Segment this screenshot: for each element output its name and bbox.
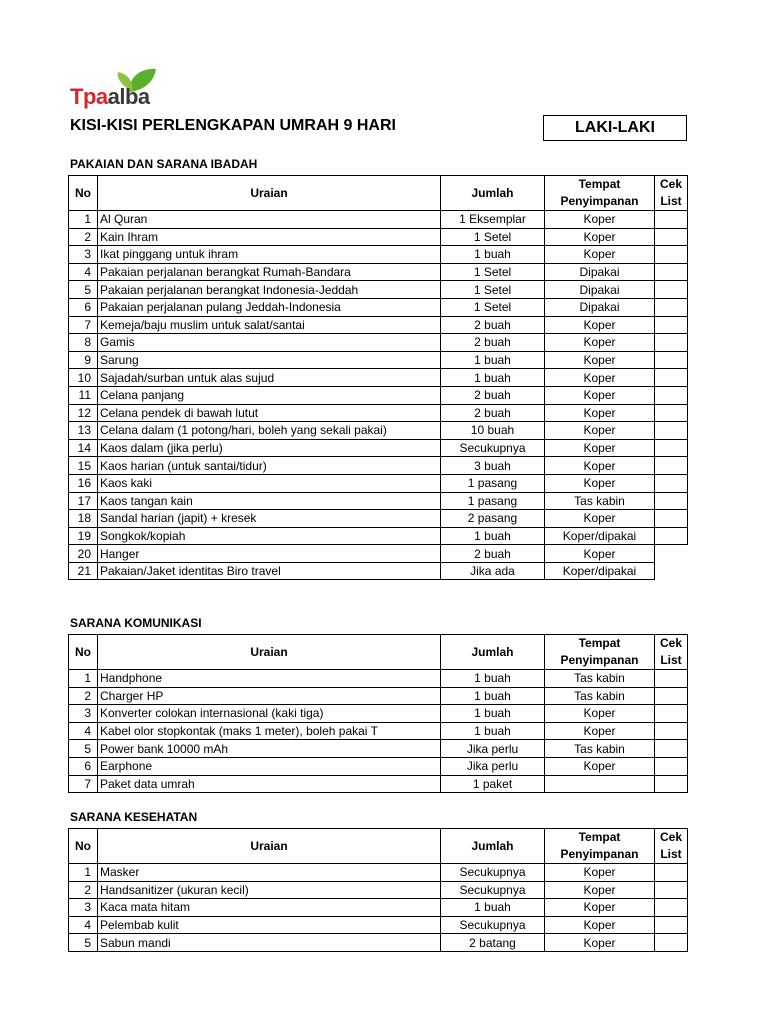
row-number: 1 [69, 211, 98, 229]
row-number: 4 [69, 263, 98, 281]
table-row [69, 298, 688, 316]
table-row [69, 246, 688, 264]
row-number: 4 [69, 722, 98, 740]
row-quantity: 1 Setel [441, 263, 545, 281]
row-quantity: 1 buah [441, 246, 545, 264]
row-quantity: 1 buah [441, 899, 545, 917]
row-quantity: 10 buah [441, 422, 545, 440]
row-storage: Koper [545, 439, 655, 457]
table-row [69, 263, 688, 281]
row-checkbox[interactable] [655, 422, 688, 440]
table-row [69, 934, 688, 952]
table-row [69, 864, 688, 882]
row-item: Celana dalam (1 potong/hari, boleh yang sekali pakai) [98, 422, 441, 440]
row-storage: Tas kabin [545, 687, 655, 705]
row-quantity: 1 buah [441, 722, 545, 740]
table-row [69, 457, 688, 475]
row-item: Kain Ihram [98, 228, 441, 246]
row-number: 11 [69, 386, 98, 404]
row-number: 10 [69, 369, 98, 387]
row-number: 5 [69, 740, 98, 758]
row-quantity: 2 buah [441, 316, 545, 334]
row-checkbox[interactable] [655, 298, 688, 316]
row-quantity: 1 Eksemplar [441, 211, 545, 229]
row-checkbox[interactable] [655, 934, 688, 952]
table-row [69, 316, 688, 334]
row-item: Sarung [98, 351, 441, 369]
row-quantity: 1 buah [441, 527, 545, 545]
row-checkbox[interactable] [655, 864, 688, 882]
header-no: No [69, 635, 98, 670]
row-number: 16 [69, 474, 98, 492]
row-checkbox[interactable] [655, 722, 688, 740]
row-number: 19 [69, 527, 98, 545]
row-item: Pelembab kulit [98, 916, 441, 934]
row-checkbox[interactable] [655, 881, 688, 899]
row-quantity: 1 buah [441, 351, 545, 369]
row-number: 18 [69, 510, 98, 528]
row-checkbox[interactable] [655, 775, 688, 793]
row-number: 5 [69, 281, 98, 299]
row-storage: Koper [545, 386, 655, 404]
row-quantity: 1 buah [441, 369, 545, 387]
row-number: 2 [69, 687, 98, 705]
row-checkbox[interactable] [655, 281, 688, 299]
header-jumlah: Jumlah [441, 635, 545, 670]
row-item: Pakaian/Jaket identitas Biro travel [98, 562, 441, 580]
row-item: Celana panjang [98, 386, 441, 404]
row-checkbox[interactable] [655, 351, 688, 369]
row-quantity: 2 buah [441, 545, 545, 563]
table-row [69, 740, 688, 758]
header-jumlah: Jumlah [441, 176, 545, 211]
header-cek: Cek List [655, 635, 688, 670]
row-storage: Dipakai [545, 298, 655, 316]
row-quantity: 1 buah [441, 670, 545, 688]
row-quantity: 1 buah [441, 687, 545, 705]
row-storage: Dipakai [545, 263, 655, 281]
row-number: 17 [69, 492, 98, 510]
row-quantity: Secukupnya [441, 916, 545, 934]
header-cek: Cek List [655, 829, 688, 864]
row-number: 20 [69, 545, 98, 563]
table-kesehatan [68, 828, 688, 952]
row-storage: Koper [545, 705, 655, 723]
row-checkbox[interactable] [655, 510, 688, 528]
row-checkbox[interactable] [655, 474, 688, 492]
table-row [69, 670, 688, 688]
row-checkbox[interactable] [655, 404, 688, 422]
row-checkbox[interactable] [655, 334, 688, 352]
table-row [69, 439, 688, 457]
row-checkbox[interactable] [655, 492, 688, 510]
row-item: Kaos dalam (jika perlu) [98, 439, 441, 457]
row-item: Power bank 10000 mAh [98, 740, 441, 758]
row-storage: Koper [545, 757, 655, 775]
row-checkbox[interactable] [655, 916, 688, 934]
row-item: Paket data umrah [98, 775, 441, 793]
row-checkbox[interactable] [655, 263, 688, 281]
row-storage: Koper [545, 369, 655, 387]
row-item: Sandal harian (japit) + kresek [98, 510, 441, 528]
row-item: Kabel olor stopkontak (maks 1 meter), boleh pakai T [98, 722, 441, 740]
row-storage: Koper [545, 351, 655, 369]
row-storage: Koper [545, 722, 655, 740]
row-number: 1 [69, 864, 98, 882]
row-item: Gamis [98, 334, 441, 352]
row-storage: Koper [545, 228, 655, 246]
company-logo [70, 66, 180, 112]
row-storage: Koper [545, 422, 655, 440]
row-checkbox[interactable] [655, 670, 688, 688]
table-row [69, 705, 688, 723]
row-item: Sabun mandi [98, 934, 441, 952]
row-quantity: Jika ada [441, 562, 545, 580]
row-storage: Tas kabin [545, 492, 655, 510]
row-storage [545, 775, 655, 793]
row-item: Kaca mata hitam [98, 899, 441, 917]
table-row [69, 687, 688, 705]
row-quantity: 1 pasang [441, 492, 545, 510]
section-title-kesehatan: SARANA KESEHATAN [70, 810, 198, 824]
row-storage: Koper [545, 316, 655, 334]
row-quantity: 1 Setel [441, 281, 545, 299]
table-row [69, 351, 688, 369]
header-tempat: Tempat Penyimpanan [545, 176, 655, 211]
row-number: 9 [69, 351, 98, 369]
row-quantity: 2 buah [441, 404, 545, 422]
row-storage: Tas kabin [545, 740, 655, 758]
row-number: 2 [69, 881, 98, 899]
table-row [69, 228, 688, 246]
row-checkbox[interactable] [655, 757, 688, 775]
row-number: 21 [69, 562, 98, 580]
table-row [69, 404, 688, 422]
header-tempat: Tempat Penyimpanan [545, 829, 655, 864]
header-cek: Cek List [655, 176, 688, 211]
row-item: Kemeja/baju muslim untuk salat/santai [98, 316, 441, 334]
header-uraian: Uraian [98, 829, 441, 864]
row-item: Masker [98, 864, 441, 882]
row-item: Ikat pinggang untuk ihram [98, 246, 441, 264]
row-number: 6 [69, 757, 98, 775]
document-title: KISI-KISI PERLENGKAPAN UMRAH 9 HARI [70, 117, 396, 134]
logo-text-tpa: Tpa [70, 84, 108, 109]
row-item: Kaos tangan kain [98, 492, 441, 510]
row-checkbox[interactable] [655, 899, 688, 917]
table-row [69, 722, 688, 740]
row-quantity: Secukupnya [441, 439, 545, 457]
row-storage: Koper [545, 510, 655, 528]
table-row [69, 916, 688, 934]
row-quantity: Secukupnya [441, 881, 545, 899]
row-storage: Koper [545, 864, 655, 882]
row-storage: Koper [545, 881, 655, 899]
row-checkbox[interactable] [655, 369, 688, 387]
row-quantity: 2 batang [441, 934, 545, 952]
row-quantity: 1 buah [441, 705, 545, 723]
table-row [69, 281, 688, 299]
row-number: 1 [69, 670, 98, 688]
section-title-komunikasi: SARANA KOMUNIKASI [70, 616, 202, 630]
row-number: 13 [69, 422, 98, 440]
row-checkbox[interactable] [655, 228, 688, 246]
table-row [69, 899, 688, 917]
row-number: 7 [69, 316, 98, 334]
header-tempat: Tempat Penyimpanan [545, 635, 655, 670]
row-item: Konverter colokan internasional (kaki tiga) [98, 705, 441, 723]
row-checkbox[interactable] [655, 545, 688, 563]
row-checkbox[interactable] [655, 740, 688, 758]
row-quantity: 3 buah [441, 457, 545, 475]
row-item: Pakaian perjalanan berangkat Indonesia-Jeddah [98, 281, 441, 299]
row-storage: Koper [545, 545, 655, 563]
row-item: Kaos kaki [98, 474, 441, 492]
row-storage: Koper [545, 334, 655, 352]
row-quantity: 1 pasang [441, 474, 545, 492]
row-checkbox[interactable] [655, 386, 688, 404]
table-row [69, 510, 688, 528]
table-row [69, 562, 688, 580]
row-item: Celana pendek di bawah lutut [98, 404, 441, 422]
table-row [69, 545, 688, 563]
row-quantity: 1 Setel [441, 228, 545, 246]
row-storage: Koper [545, 934, 655, 952]
row-number: 4 [69, 916, 98, 934]
row-checkbox[interactable] [655, 246, 688, 264]
row-checkbox[interactable] [655, 316, 688, 334]
row-storage: Dipakai [545, 281, 655, 299]
row-number: 15 [69, 457, 98, 475]
row-number: 7 [69, 775, 98, 793]
table-row [69, 757, 688, 775]
table-row [69, 474, 688, 492]
row-number: 5 [69, 934, 98, 952]
table-row [69, 775, 688, 793]
row-storage: Koper [545, 474, 655, 492]
row-number: 3 [69, 246, 98, 264]
row-number: 8 [69, 334, 98, 352]
section-title-pakaian: PAKAIAN DAN SARANA IBADAH [70, 157, 258, 171]
row-item: Pakaian perjalanan pulang Jeddah-Indonesia [98, 298, 441, 316]
row-number: 3 [69, 899, 98, 917]
row-quantity: 1 Setel [441, 298, 545, 316]
row-quantity: Jika perlu [441, 757, 545, 775]
row-checkbox[interactable] [655, 527, 688, 545]
row-item: Al Quran [98, 211, 441, 229]
table-row [69, 881, 688, 899]
row-storage: Koper [545, 404, 655, 422]
row-quantity: 2 buah [441, 334, 545, 352]
row-quantity: 2 pasang [441, 510, 545, 528]
row-storage: Tas kabin [545, 670, 655, 688]
row-checkbox[interactable] [655, 687, 688, 705]
table-row [69, 211, 688, 229]
row-number: 14 [69, 439, 98, 457]
header-uraian: Uraian [98, 635, 441, 670]
header-uraian: Uraian [98, 176, 441, 211]
row-checkbox[interactable] [655, 562, 688, 580]
row-checkbox[interactable] [655, 439, 688, 457]
row-storage: Koper [545, 246, 655, 264]
row-checkbox[interactable] [655, 211, 688, 229]
table-row [69, 527, 688, 545]
row-number: 2 [69, 228, 98, 246]
table-row [69, 386, 688, 404]
row-item: Earphone [98, 757, 441, 775]
table-row [69, 369, 688, 387]
table-pakaian [68, 175, 688, 580]
row-storage: Koper [545, 899, 655, 917]
row-storage: Koper/dipakai [545, 562, 655, 580]
gender-label: LAKI-LAKI [543, 115, 687, 141]
row-storage: Koper [545, 916, 655, 934]
row-item: Kaos harian (untuk santai/tidur) [98, 457, 441, 475]
table-row [69, 492, 688, 510]
row-checkbox[interactable] [655, 705, 688, 723]
row-quantity: Jika perlu [441, 740, 545, 758]
row-item: Sajadah/surban untuk alas sujud [98, 369, 441, 387]
row-item: Songkok/kopiah [98, 527, 441, 545]
row-checkbox[interactable] [655, 457, 688, 475]
row-storage: Koper [545, 457, 655, 475]
row-item: Pakaian perjalanan berangkat Rumah-Bandara [98, 263, 441, 281]
table-komunikasi [68, 634, 688, 793]
row-number: 3 [69, 705, 98, 723]
header-no: No [69, 176, 98, 211]
row-item: Handsanitizer (ukuran kecil) [98, 881, 441, 899]
header-no: No [69, 829, 98, 864]
row-quantity: Secukupnya [441, 864, 545, 882]
row-quantity: 1 paket [441, 775, 545, 793]
row-item: Charger HP [98, 687, 441, 705]
logo-text-alba: alba [107, 84, 150, 109]
row-number: 12 [69, 404, 98, 422]
table-row [69, 422, 688, 440]
row-quantity: 2 buah [441, 386, 545, 404]
table-row [69, 334, 688, 352]
row-storage: Koper [545, 211, 655, 229]
header-jumlah: Jumlah [441, 829, 545, 864]
row-item: Hanger [98, 545, 441, 563]
row-item: Handphone [98, 670, 441, 688]
row-storage: Koper/dipakai [545, 527, 655, 545]
logo-wordmark [70, 84, 150, 110]
row-number: 6 [69, 298, 98, 316]
